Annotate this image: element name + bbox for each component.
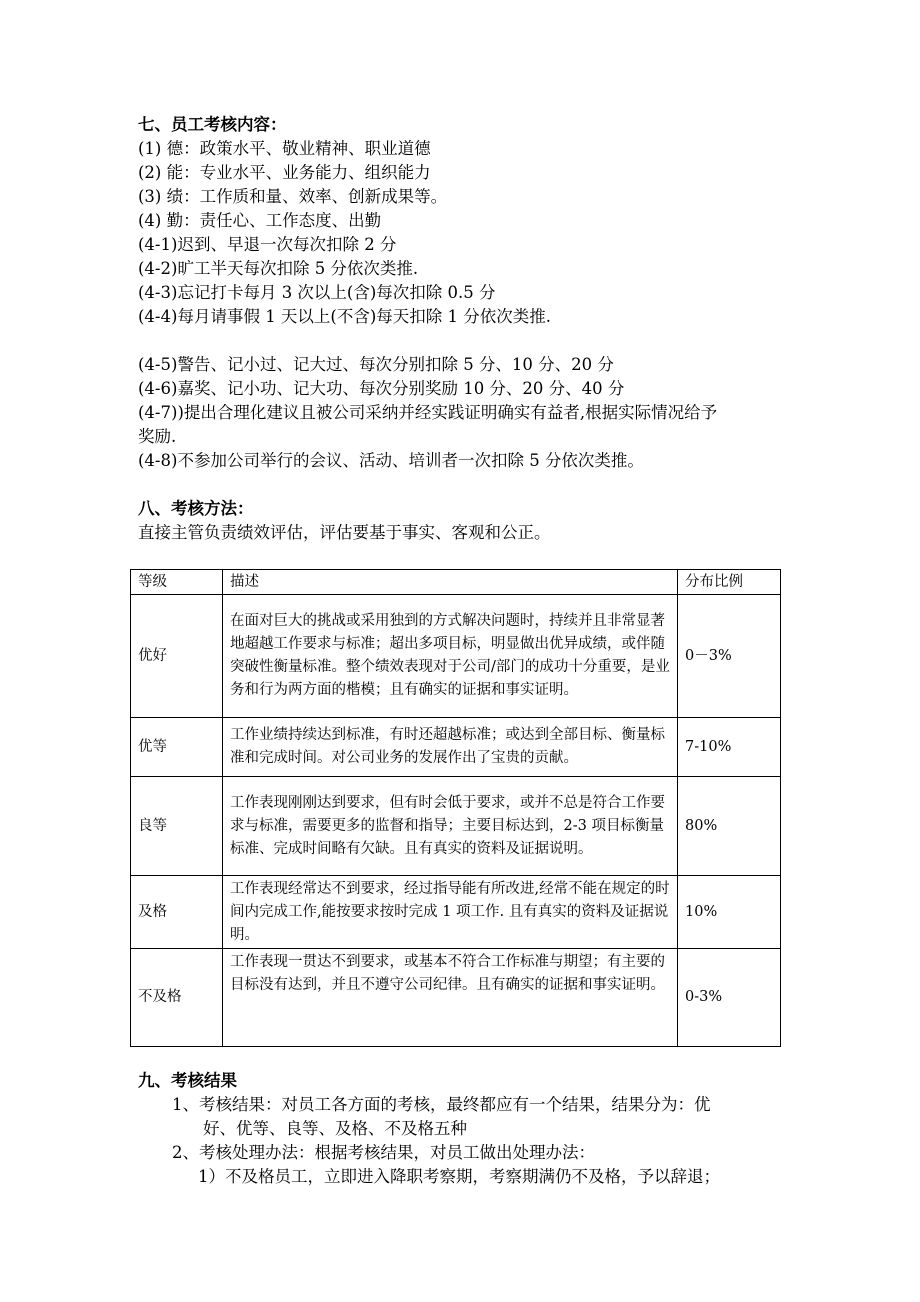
table-row <box>131 595 781 718</box>
description-cell: 工作业绩持续达到标准，有时还超越标准；或达到全部目标、衡量标准和完成时间。对公司业务的发展作出了宝贵的贡献。 <box>223 718 678 777</box>
evaluation-table <box>130 569 781 1047</box>
section-8-heading: 八、考核方法： <box>138 499 254 518</box>
header-ratio: 分布比例 <box>678 570 781 595</box>
ratio-cell: 0－3% <box>678 595 781 718</box>
ratio-cell: 0-3% <box>678 949 781 1047</box>
ratio-cell: 10% <box>678 876 781 949</box>
section-7-line: (3) 绩：工作质和量、效率、创新成果等。 <box>138 187 448 206</box>
section-8-intro: 直接主管负责绩效评估，评估要基于事实、客观和公正。 <box>138 523 551 542</box>
section-7-line: (4-4)每月请事假 1 天以上(不含)每天扣除 1 分依次类推. <box>138 307 552 326</box>
ratio-cell: 7-10% <box>678 718 781 777</box>
description-cell: 工作表现一贯达不到要求，或基本不符合工作标准与期望；有主要的目标没有达到，并且不遵守公司纪律。且有确实的证据和事实证明。 <box>223 949 678 1047</box>
ratio-cell: 80% <box>678 777 781 876</box>
section-9-item-1: 1、考核结果：对员工各方面的考核，最终都应有一个结果，结果分为：优 <box>172 1095 711 1114</box>
section-7-line: (4-1)迟到、早退一次每次扣除 2 分 <box>138 235 397 254</box>
grade-cell: 优好 <box>131 595 223 718</box>
section-7-line: (4-6)嘉奖、记小功、记大功、每次分别奖励 10 分、20 分、40 分 <box>138 379 625 398</box>
grade-cell: 良等 <box>131 777 223 876</box>
grade-cell: 优等 <box>131 718 223 777</box>
section-7-line: (4-3)忘记打卡每月 3 次以上(含)每次扣除 0.5 分 <box>138 283 496 302</box>
section-7-line: (4-7))提出合理化建议且被公司采纳并经实践证明确实有益者,根据实际情况给予 <box>138 403 718 422</box>
section-7-line: (4) 勤：责任心、工作态度、出勤 <box>138 211 382 230</box>
table-row <box>131 876 781 949</box>
section-7-line: 奖励. <box>138 427 177 446</box>
table-header-row <box>131 570 781 595</box>
description-cell: 工作表现经常达不到要求，经过指导能有所改进,经常不能在规定的时间内完成工作,能按要求按时完成 1 项工作. 且有真实的资料及证据说明。 <box>223 876 678 949</box>
header-description: 描述 <box>223 570 678 595</box>
description-cell: 在面对巨大的挑战或采用独到的方式解决问题时，持续并且非常显著地超越工作要求与标准；超出多项目标，明显做出优异成绩，或伴随突破性衡量标准。整个绩效表现对于公司/部门的成功十分重要，是业务和行为两方面的楷模；且有确实的证据和事实证明。 <box>223 595 678 718</box>
grade-cell: 及格 <box>131 876 223 949</box>
header-grade: 等级 <box>131 570 223 595</box>
section-7-heading: 七、员工考核内容： <box>138 115 287 134</box>
section-9-heading: 九、考核结果 <box>138 1071 237 1090</box>
description-cell: 工作表现刚刚达到要求，但有时会低于要求，或并不总是符合工作要求与标准，需要更多的监督和指导；主要目标达到，2-3 项目标衡量标准、完成时间略有欠缺。且有真实的资料及证据说明。 <box>223 777 678 876</box>
section-9-item-2: 2、考核处理办法：根据考核结果，对员工做出处理办法： <box>172 1143 595 1162</box>
table-row <box>131 718 781 777</box>
section-7-line: (4-5)警告、记小过、记大过、每次分别扣除 5 分、10 分、20 分 <box>138 355 614 374</box>
section-7-line: (1) 德：政策水平、敬业精神、职业道德 <box>138 139 431 158</box>
section-7-line: (2) 能：专业水平、业务能力、组织能力 <box>138 163 431 182</box>
section-9-item-1-cont: 好、优等、良等、及格、不及格五种 <box>203 1119 467 1138</box>
section-7-line: (4-2)旷工半天每次扣除 5 分依次类推. <box>138 259 419 278</box>
section-7-line: (4-8)不参加公司举行的会议、活动、培训者一次扣除 5 分依次类推。 <box>138 451 644 470</box>
section-9-item-2-sub-1: 1）不及格员工，立即进入降职考察期，考察期满仍不及格，予以辞退； <box>198 1167 720 1186</box>
table-row <box>131 949 781 1047</box>
table-row <box>131 777 781 876</box>
grade-cell: 不及格 <box>131 949 223 1047</box>
